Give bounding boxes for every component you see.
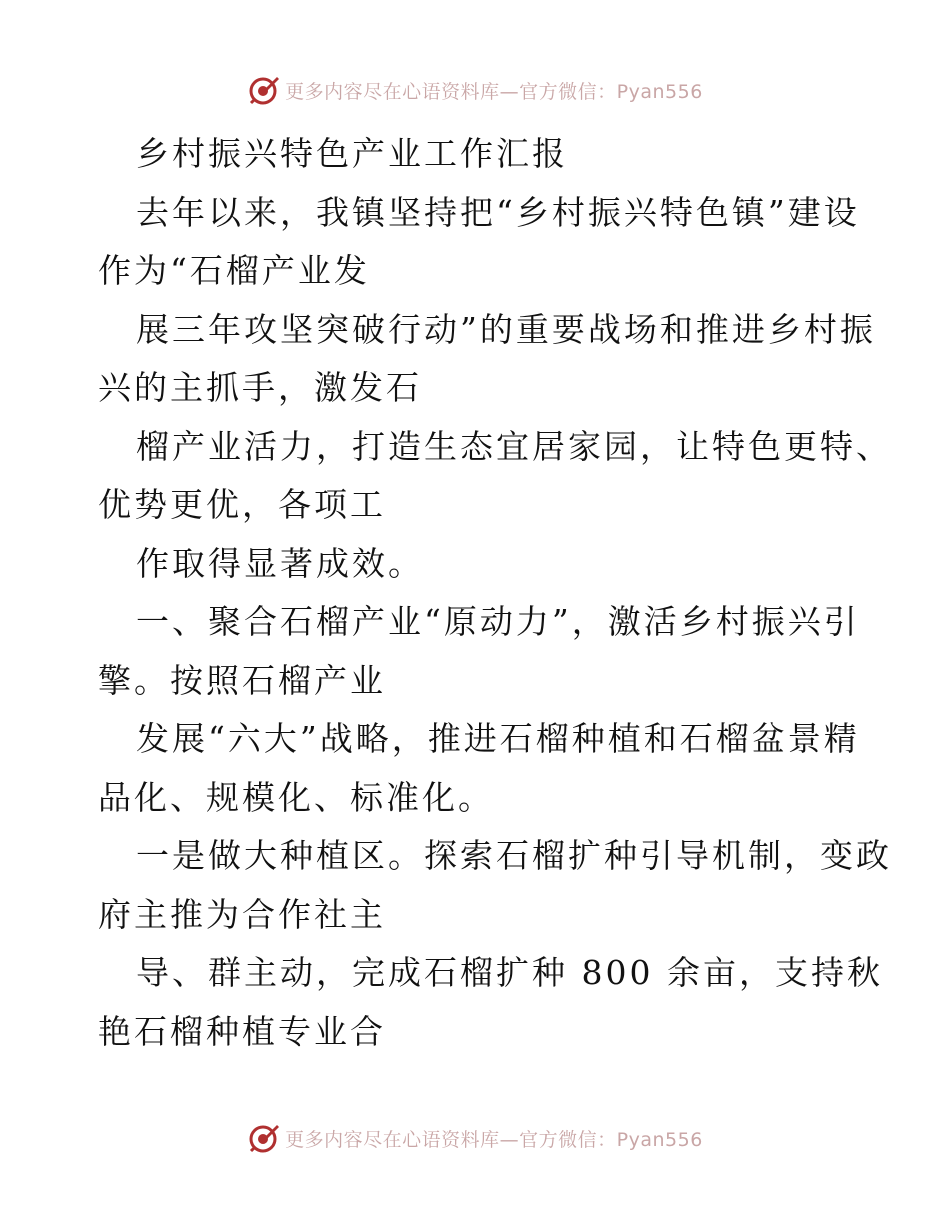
pen-nib-logo-icon bbox=[247, 73, 281, 107]
header-watermark-banner bbox=[0, 70, 950, 110]
document-line: 发展“六大”战略，推进石榴种植和石榴盆景精 bbox=[136, 719, 860, 758]
document-line: 作为“石榴产业发 bbox=[98, 251, 370, 290]
document-line: 去年以来，我镇坚持把“乡村振兴特色镇”建设 bbox=[136, 192, 860, 232]
footer-watermark-text: 更多内容尽在心语资料库—官方微信：Pyan556 bbox=[285, 1128, 703, 1151]
document-line: 导、群主动，完成石榴扩种 800 余亩，支持秋 bbox=[136, 953, 883, 992]
document-body bbox=[98, 125, 892, 1061]
document-line: 艳石榴种植专业合 bbox=[98, 1011, 386, 1051]
document-line: 一、聚合石榴产业“原动力”，激活乡村振兴引 bbox=[136, 602, 860, 641]
document-line: 优势更优，各项工 bbox=[98, 485, 386, 524]
pen-nib-logo-icon bbox=[247, 1121, 281, 1155]
document-line: 一是做大种植区。探索石榴扩种引导机制，变政 bbox=[136, 836, 892, 875]
document-line: 榴产业活力，打造生态宜居家园，让特色更特、 bbox=[136, 426, 892, 466]
document-line: 擎。按照石榴产业 bbox=[98, 660, 386, 700]
document-line: 品化、规模化、标准化。 bbox=[98, 777, 494, 817]
document-line: 作取得显著成效。 bbox=[136, 543, 424, 583]
document-line: 兴的主抓手，激发石 bbox=[98, 368, 422, 407]
footer-watermark-banner bbox=[0, 1118, 950, 1158]
header-watermark-text: 更多内容尽在心语资料库—官方微信：Pyan556 bbox=[285, 80, 703, 103]
document-line: 展三年攻坚突破行动”的重要战场和推进乡村振 bbox=[136, 309, 876, 349]
document-line: 乡村振兴特色产业工作汇报 bbox=[136, 134, 568, 173]
document-line: 府主推为合作社主 bbox=[98, 894, 386, 934]
